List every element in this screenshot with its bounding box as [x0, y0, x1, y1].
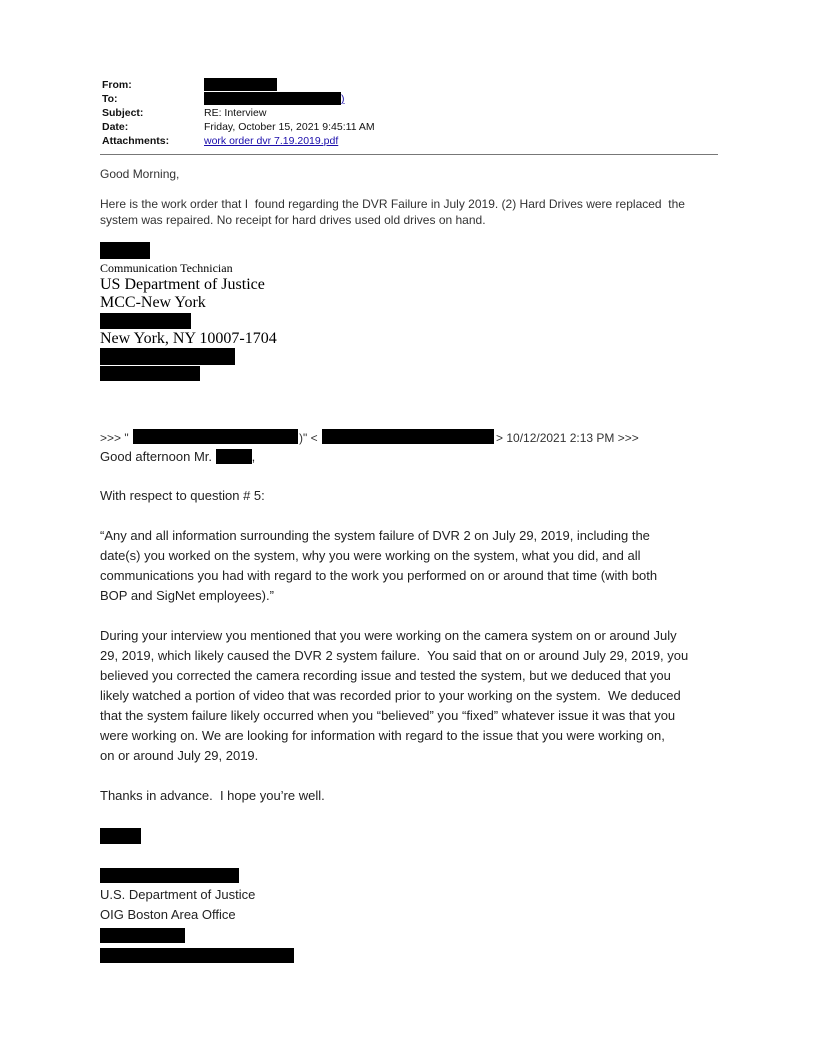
from-label: From:	[102, 79, 132, 91]
redacted-sender-name	[133, 429, 298, 444]
salutation-comma: ,	[251, 449, 256, 464]
redacted-phone	[100, 348, 235, 365]
thanks-line: Thanks in advance. I hope you’re well.	[100, 788, 325, 803]
sig1-org: US Department of Justice	[100, 276, 265, 293]
salutation-text: Good afternoon Mr.	[100, 449, 213, 464]
para-line-2: 29, 2019, which likely caused the DVR 2 system failure. You said that on or around July 29, 2019, you	[100, 648, 689, 663]
redacted-name-2	[100, 828, 141, 844]
redacted-name-1	[100, 242, 150, 259]
redacted-recipient	[216, 449, 252, 464]
sig1-facility: MCC-New York	[100, 294, 206, 311]
attachment-link[interactable]: work order dvr 7.19.2019.pdf	[204, 135, 339, 147]
para-line-3: believed you corrected the camera recording issue and tested the system, but we deduced that you	[100, 668, 671, 683]
sig1-title: Communication Technician	[100, 261, 233, 275]
redacted-email-2	[100, 948, 294, 963]
quote-prefix: >>> "	[100, 431, 129, 445]
sig2-org: U.S. Department of Justice	[100, 887, 256, 902]
to-label: To:	[102, 93, 118, 105]
quote-line-2: date(s) you worked on the system, why you were working on the system, what you did, and all	[100, 548, 641, 563]
reply-greeting: Good Morning,	[100, 167, 180, 181]
to-tail[interactable]: )	[341, 93, 345, 105]
subject-value: RE: Interview	[204, 107, 267, 119]
quote-line-4: BOP and SigNet employees).”	[100, 588, 274, 603]
reply-line-2: system was repaired. No receipt for hard drives used old drives on hand.	[100, 213, 486, 227]
quote-mid: )" <	[299, 431, 318, 445]
redacted-email	[100, 366, 200, 381]
redacted-address	[100, 313, 191, 329]
header-divider	[100, 154, 718, 155]
para-line-5: that the system failure likely occurred when you “believed” you “fixed” whatever issue it was that you	[100, 708, 676, 723]
para-line-4: likely watched a portion of video that was recorded prior to your working on the system. We deduced	[100, 688, 681, 703]
quote-line-1: “Any and all information surrounding the system failure of DVR 2 on July 29, 2019, including the	[100, 528, 650, 543]
redacted-phone-2	[100, 928, 185, 943]
para-line-6: were working on. We are looking for information with regard to the issue that you were working on,	[100, 728, 665, 743]
date-value: Friday, October 15, 2021 9:45:11 AM	[204, 121, 375, 133]
sig2-office: OIG Boston Area Office	[100, 907, 236, 922]
attachments-label: Attachments:	[102, 135, 170, 147]
date-label: Date:	[102, 121, 129, 133]
redacted-from	[204, 78, 277, 91]
quote-salutation	[100, 447, 255, 467]
quote-line-3: communications you had with regard to the work you performed on or around that time (with both	[100, 568, 658, 583]
reply-line-1: Here is the work order that I found regarding the DVR Failure in July 2019. (2) Hard Drives were replaced the	[100, 197, 685, 211]
redacted-to	[204, 92, 341, 105]
para-line-7: on or around July 29, 2019.	[100, 748, 259, 763]
redacted-sender-email	[322, 429, 494, 444]
sig1-city: New York, NY 10007-1704	[100, 330, 277, 347]
question-intro: With respect to question # 5:	[100, 488, 265, 503]
quote-tail: > 10/12/2021 2:13 PM >>>	[496, 431, 639, 445]
subject-label: Subject:	[102, 107, 144, 119]
redacted-title-2	[100, 868, 239, 883]
para-line-1: During your interview you mentioned that you were working on the camera system on or around July	[100, 628, 677, 643]
